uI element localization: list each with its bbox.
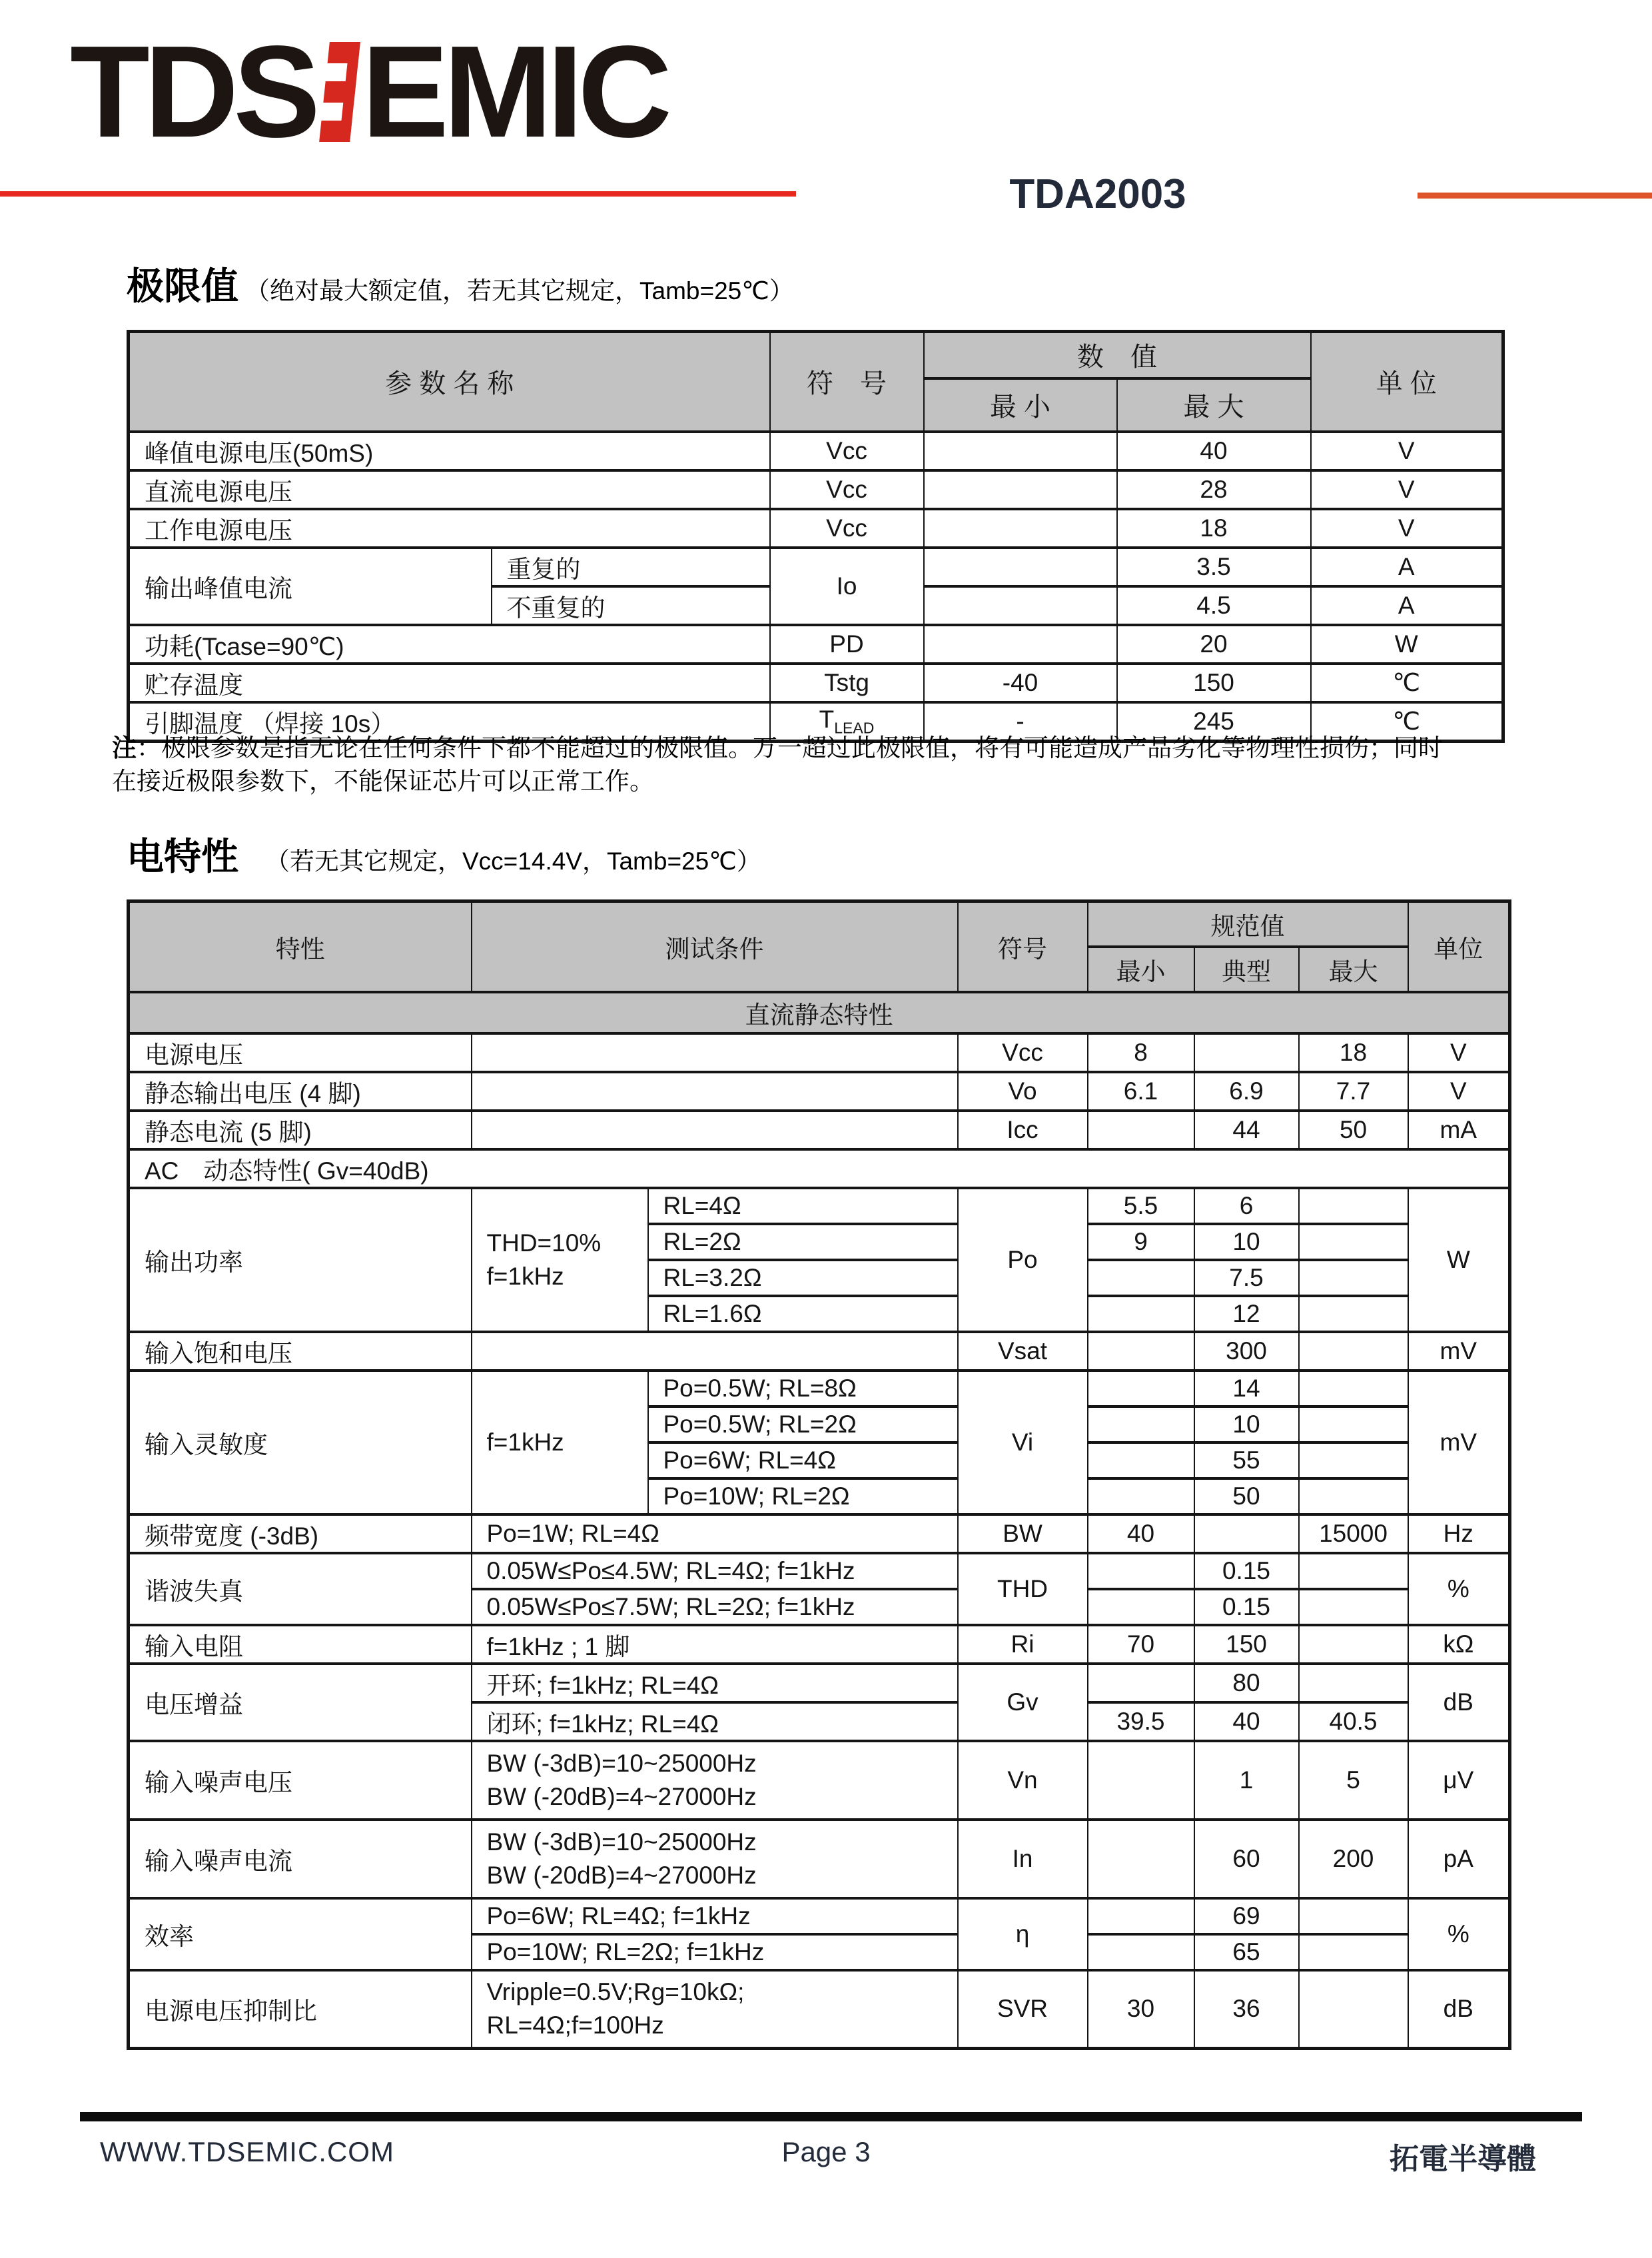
cell-typ: 36 xyxy=(1194,1970,1299,2049)
table-row xyxy=(129,1033,1510,1072)
cell-max xyxy=(1299,1664,1408,1702)
cell-symbol: Po xyxy=(958,1188,1088,1332)
header-unit: 单位 xyxy=(1408,901,1510,992)
cell-max xyxy=(1299,1625,1408,1664)
cell-unit: kΩ xyxy=(1408,1625,1510,1664)
section-band-row xyxy=(129,992,1510,1033)
cell-typ xyxy=(1194,1033,1299,1072)
cell-typ: 0.15 xyxy=(1194,1589,1299,1625)
cell-min xyxy=(1088,1820,1194,1898)
cell-symbol: In xyxy=(958,1820,1088,1898)
company-logo xyxy=(70,19,667,165)
cell-typ: 10 xyxy=(1194,1224,1299,1260)
cell-min: -40 xyxy=(924,664,1117,702)
cell-unit: % xyxy=(1408,1553,1510,1625)
cell-typ: 40 xyxy=(1194,1702,1299,1741)
header-spec-group: 规范值 xyxy=(1088,901,1408,947)
cell-condition xyxy=(472,1332,958,1371)
section-subtitle: （绝对最大额定值，若无其它规定，Tamb=25℃） xyxy=(245,277,794,304)
cell-max: 20 xyxy=(1117,625,1311,664)
cell-typ: 65 xyxy=(1194,1934,1299,1970)
logo-text-left: TDS xyxy=(70,19,315,165)
cell-condition: 0.05W≤Po≤7.5W; RL=2Ω; f=1kHz xyxy=(472,1589,958,1625)
cell-unit: V xyxy=(1408,1033,1510,1072)
footer-rule xyxy=(80,2112,1582,2121)
cell-symbol: Vcc xyxy=(770,509,924,548)
cell-max: 4.5 xyxy=(1117,586,1311,625)
cell-unit: ℃ xyxy=(1311,702,1503,742)
cell-characteristic: 电源电压抑制比 xyxy=(129,1970,472,2049)
cell-max xyxy=(1299,1898,1408,1934)
header-symbol: 符号 xyxy=(958,901,1088,992)
footer-company: 拓電半導體 xyxy=(1390,2143,1536,2175)
cell-subcondition: Po=6W; RL=4Ω xyxy=(648,1442,958,1478)
cell-param: 贮存温度 xyxy=(129,664,770,702)
cell-symbol: BW xyxy=(958,1514,1088,1553)
cell-max xyxy=(1299,1407,1408,1442)
header-max: 最 大 xyxy=(1117,378,1311,432)
table-row xyxy=(129,548,1503,586)
cell-min xyxy=(924,548,1117,586)
cell-max xyxy=(1299,1188,1408,1224)
header-rule-left xyxy=(0,191,796,197)
cell-unit: mV xyxy=(1408,1332,1510,1371)
cell-symbol: Vn xyxy=(958,1741,1088,1820)
cell-typ: 6 xyxy=(1194,1188,1299,1224)
cell-typ: 69 xyxy=(1194,1898,1299,1934)
cell-subcondition: RL=1.6Ω xyxy=(648,1296,958,1332)
cell-unit: A xyxy=(1311,586,1503,625)
cell-subcondition: 不重复的 xyxy=(492,586,770,625)
electrical-table xyxy=(127,899,1511,2050)
table-row xyxy=(129,1820,1510,1898)
cell-typ: 80 xyxy=(1194,1664,1299,1702)
cell-unit: Hz xyxy=(1408,1514,1510,1553)
cell-symbol: SVR xyxy=(958,1970,1088,2049)
cell-max xyxy=(1299,1589,1408,1625)
cell-min: 70 xyxy=(1088,1625,1194,1664)
cell-min xyxy=(924,470,1117,509)
table-header-row xyxy=(129,332,1503,378)
cell-max: 7.7 xyxy=(1299,1072,1408,1111)
cell-typ: 14 xyxy=(1194,1371,1299,1407)
cell-min: 40 xyxy=(1088,1514,1194,1553)
cell-param: 引脚温度 （焊接 10s） xyxy=(129,702,770,742)
cell-max xyxy=(1299,1934,1408,1970)
cell-unit: W xyxy=(1408,1188,1510,1332)
cell-subcondition: Po=0.5W; RL=2Ω xyxy=(648,1407,958,1442)
cell-characteristic: 静态输出电压 (4 脚) xyxy=(129,1072,472,1111)
cell-symbol: PD xyxy=(770,625,924,664)
cell-symbol: Gv xyxy=(958,1664,1088,1741)
cell-subcondition: Po=0.5W; RL=8Ω xyxy=(648,1371,958,1407)
table-row xyxy=(129,664,1503,702)
cell-max xyxy=(1299,1224,1408,1260)
cell-max: 50 xyxy=(1299,1111,1408,1149)
table-row xyxy=(129,1111,1510,1149)
header-min: 最小 xyxy=(1088,947,1194,992)
header-max: 最大 xyxy=(1299,947,1408,992)
cell-characteristic: 输入噪声电流 xyxy=(129,1820,472,1898)
cell-typ xyxy=(1194,1514,1299,1553)
cell-min xyxy=(1088,1332,1194,1371)
cell-symbol: $T_{LEAD}$ xyxy=(770,702,924,742)
cell-typ: 50 xyxy=(1194,1478,1299,1514)
cell-symbol: Vcc xyxy=(770,432,924,470)
table-row xyxy=(129,1970,1510,2049)
dc-section-band: 直流静态特性 xyxy=(129,992,1510,1033)
cell-max xyxy=(1299,1442,1408,1478)
cell-symbol: Vcc xyxy=(770,470,924,509)
cell-symbol: THD xyxy=(958,1553,1088,1625)
cell-min xyxy=(1088,1296,1194,1332)
note-text xyxy=(112,732,1571,798)
cell-condition xyxy=(472,1072,958,1111)
cell-unit: A xyxy=(1311,548,1503,586)
cell-min: 5.5 xyxy=(1088,1188,1194,1224)
footer-page-number: Page 3 xyxy=(781,2136,871,2167)
cell-symbol: Ri xyxy=(958,1625,1088,1664)
cell-min xyxy=(924,586,1117,625)
table-row xyxy=(129,1898,1510,1934)
cell-typ: 7.5 xyxy=(1194,1260,1299,1296)
cell-max: 40.5 xyxy=(1299,1702,1408,1741)
cell-symbol: Vo xyxy=(958,1072,1088,1111)
cell-min xyxy=(1088,1111,1194,1149)
cell-min xyxy=(1088,1741,1194,1820)
cell-typ: 12 xyxy=(1194,1296,1299,1332)
cell-typ: 300 xyxy=(1194,1332,1299,1371)
cell-characteristic: 效率 xyxy=(129,1898,472,1970)
cell-max xyxy=(1299,1478,1408,1514)
cell-unit: dB xyxy=(1408,1970,1510,2049)
cell-unit: V xyxy=(1311,470,1503,509)
cell-max: 18 xyxy=(1117,509,1311,548)
cell-typ: 6.9 xyxy=(1194,1072,1299,1111)
cell-max: 15000 xyxy=(1299,1514,1408,1553)
table-row xyxy=(129,470,1503,509)
section-band-row xyxy=(129,1149,1510,1188)
cell-min xyxy=(924,625,1117,664)
cell-typ: 60 xyxy=(1194,1820,1299,1898)
part-number: TDA2003 xyxy=(1009,171,1186,217)
table-header-row xyxy=(129,901,1510,947)
logo-text-right: EMIC xyxy=(362,19,667,165)
cell-condition: Po=1W; RL=4Ω xyxy=(472,1514,958,1553)
cell-unit: V xyxy=(1408,1072,1510,1111)
header-condition: 测试条件 xyxy=(472,901,958,992)
footer-website: WWW.TDSEMIC.COM xyxy=(100,2136,394,2167)
cell-max: 5 xyxy=(1299,1741,1408,1820)
cell-characteristic: 输出功率 xyxy=(129,1188,472,1332)
section-title: 电特性 xyxy=(127,836,238,877)
cell-symbol: Vsat xyxy=(958,1332,1088,1371)
cell-unit: ℃ xyxy=(1311,664,1503,702)
cell-min xyxy=(1088,1589,1194,1625)
cell-max: 28 xyxy=(1117,470,1311,509)
cell-max xyxy=(1299,1260,1408,1296)
cell-characteristic: 输入饱和电压 xyxy=(129,1332,472,1371)
cell-min xyxy=(924,432,1117,470)
cell-symbol: Icc xyxy=(958,1111,1088,1149)
cell-symbol: Vi xyxy=(958,1371,1088,1514)
cell-typ: 10 xyxy=(1194,1407,1299,1442)
table-row xyxy=(129,1741,1510,1820)
ac-section-band: AC 动态特性( Gv=40dB) xyxy=(129,1149,1510,1188)
cell-subcondition: RL=4Ω xyxy=(648,1188,958,1224)
cell-min xyxy=(1088,1553,1194,1589)
cell-max: 245 xyxy=(1117,702,1311,742)
cell-max xyxy=(1299,1332,1408,1371)
table-row xyxy=(129,625,1503,664)
cell-min xyxy=(1088,1407,1194,1442)
cell-subcondition: RL=2Ω xyxy=(648,1224,958,1260)
cell-condition: BW (-3dB)=10~25000Hz BW (-20dB)=4~27000Hz xyxy=(472,1741,958,1820)
cell-characteristic: 输入灵敏度 xyxy=(129,1371,472,1514)
header-param: 参 数 名 称 xyxy=(129,332,770,432)
cell-symbol: Vcc xyxy=(958,1033,1088,1072)
cell-condition: f=1kHz ; 1 脚 xyxy=(472,1625,958,1664)
cell-unit: V xyxy=(1311,509,1503,548)
table-row xyxy=(129,1625,1510,1664)
cell-unit: mA xyxy=(1408,1111,1510,1149)
cell-condition: f=1kHz xyxy=(472,1371,648,1514)
cell-max: 40 xyxy=(1117,432,1311,470)
section-limits-heading xyxy=(127,257,794,310)
cell-condition: Vripple=0.5V;Rg=10kΩ; RL=4Ω;f=100Hz xyxy=(472,1970,958,2049)
note-line2: 在接近极限参数下，不能保证芯片可以正常工作。 xyxy=(112,767,654,795)
cell-unit: V xyxy=(1311,432,1503,470)
cell-min xyxy=(924,509,1117,548)
cell-param: 功耗(Tcase=90℃) xyxy=(129,625,770,664)
cell-max: 200 xyxy=(1299,1820,1408,1898)
cell-min xyxy=(1088,1898,1194,1934)
cell-min: - xyxy=(924,702,1117,742)
limits-table xyxy=(127,330,1505,743)
table-row xyxy=(129,509,1503,548)
cell-typ: 55 xyxy=(1194,1442,1299,1478)
cell-condition: 闭环; f=1kHz; RL=4Ω xyxy=(472,1702,958,1741)
cell-unit: pA xyxy=(1408,1820,1510,1898)
header-unit: 单 位 xyxy=(1311,332,1503,432)
cell-max: 150 xyxy=(1117,664,1311,702)
cell-min xyxy=(1088,1260,1194,1296)
cell-subcondition: Po=10W; RL=2Ω xyxy=(648,1478,958,1514)
table-row xyxy=(129,1553,1510,1589)
table-row xyxy=(129,1514,1510,1553)
cell-min: 8 xyxy=(1088,1033,1194,1072)
cell-subcondition: RL=3.2Ω xyxy=(648,1260,958,1296)
cell-characteristic: 输入电阻 xyxy=(129,1625,472,1664)
note-label: 注 xyxy=(112,734,137,762)
cell-unit: % xyxy=(1408,1898,1510,1970)
cell-characteristic: 电源电压 xyxy=(129,1033,472,1072)
cell-param: 直流电源电压 xyxy=(129,470,770,509)
cell-min xyxy=(1088,1371,1194,1407)
cell-subcondition: 重复的 xyxy=(492,548,770,586)
header-value-group: 数 值 xyxy=(924,332,1311,378)
header-rule-right xyxy=(1418,193,1652,199)
cell-characteristic: 输入噪声电压 xyxy=(129,1741,472,1820)
header-typ: 典型 xyxy=(1194,947,1299,992)
table-row xyxy=(129,1072,1510,1111)
cell-max xyxy=(1299,1553,1408,1589)
cell-condition: THD=10% f=1kHz xyxy=(472,1188,648,1332)
header-characteristic: 特性 xyxy=(129,901,472,992)
cell-max xyxy=(1299,1371,1408,1407)
cell-condition xyxy=(472,1033,958,1072)
section-title: 极限值 xyxy=(127,265,238,307)
cell-min xyxy=(1088,1478,1194,1514)
cell-min xyxy=(1088,1664,1194,1702)
table-row xyxy=(129,1664,1510,1702)
cell-max xyxy=(1299,1296,1408,1332)
cell-unit: μV xyxy=(1408,1741,1510,1820)
logo-accent-icon xyxy=(319,42,360,142)
table-row xyxy=(129,1188,1510,1224)
cell-condition xyxy=(472,1111,958,1149)
section-subtitle: （若无其它规定，Vcc=14.4V，Tamb=25℃） xyxy=(265,847,761,875)
cell-min: 9 xyxy=(1088,1224,1194,1260)
cell-min: 30 xyxy=(1088,1970,1194,2049)
cell-typ: 150 xyxy=(1194,1625,1299,1664)
table-row xyxy=(129,432,1503,470)
cell-condition: Po=10W; RL=2Ω; f=1kHz xyxy=(472,1934,958,1970)
header-symbol: 符 号 xyxy=(770,332,924,432)
cell-min: 39.5 xyxy=(1088,1702,1194,1741)
cell-typ: 1 xyxy=(1194,1741,1299,1820)
cell-param: 工作电源电压 xyxy=(129,509,770,548)
cell-min xyxy=(1088,1442,1194,1478)
cell-min xyxy=(1088,1934,1194,1970)
cell-param: 输出峰值电流 xyxy=(129,548,492,625)
table-row xyxy=(129,1332,1510,1371)
table-row xyxy=(129,1371,1510,1407)
cell-max xyxy=(1299,1970,1408,2049)
cell-symbol: η xyxy=(958,1898,1088,1970)
cell-characteristic: 谐波失真 xyxy=(129,1553,472,1625)
cell-characteristic: 频带宽度 (-3dB) xyxy=(129,1514,472,1553)
cell-condition: BW (-3dB)=10~25000Hz BW (-20dB)=4~27000Hz xyxy=(472,1820,958,1898)
cell-param: 峰值电源电压(50mS) xyxy=(129,432,770,470)
cell-condition: Po=6W; RL=4Ω; f=1kHz xyxy=(472,1898,958,1934)
note-line1: ：极限参数是指无论在任何条件下都不能超过的极限值。万一超过此极限值，将有可能造成产品劣化等物理性损伤；同时 xyxy=(137,734,1443,762)
cell-condition: 开环; f=1kHz; RL=4Ω xyxy=(472,1664,958,1702)
header-min: 最 小 xyxy=(924,378,1117,432)
cell-max: 3.5 xyxy=(1117,548,1311,586)
cell-symbol: Tstg xyxy=(770,664,924,702)
cell-unit: mV xyxy=(1408,1371,1510,1514)
cell-condition: 0.05W≤Po≤4.5W; RL=4Ω; f=1kHz xyxy=(472,1553,958,1589)
cell-min: 6.1 xyxy=(1088,1072,1194,1111)
cell-characteristic: 电压增益 xyxy=(129,1664,472,1741)
section-electrical-heading xyxy=(127,828,761,881)
cell-max: 18 xyxy=(1299,1033,1408,1072)
cell-unit: dB xyxy=(1408,1664,1510,1741)
cell-symbol: Io xyxy=(770,548,924,625)
cell-typ: 44 xyxy=(1194,1111,1299,1149)
cell-typ: 0.15 xyxy=(1194,1553,1299,1589)
cell-characteristic: 静态电流 (5 脚) xyxy=(129,1111,472,1149)
cell-unit: W xyxy=(1311,625,1503,664)
